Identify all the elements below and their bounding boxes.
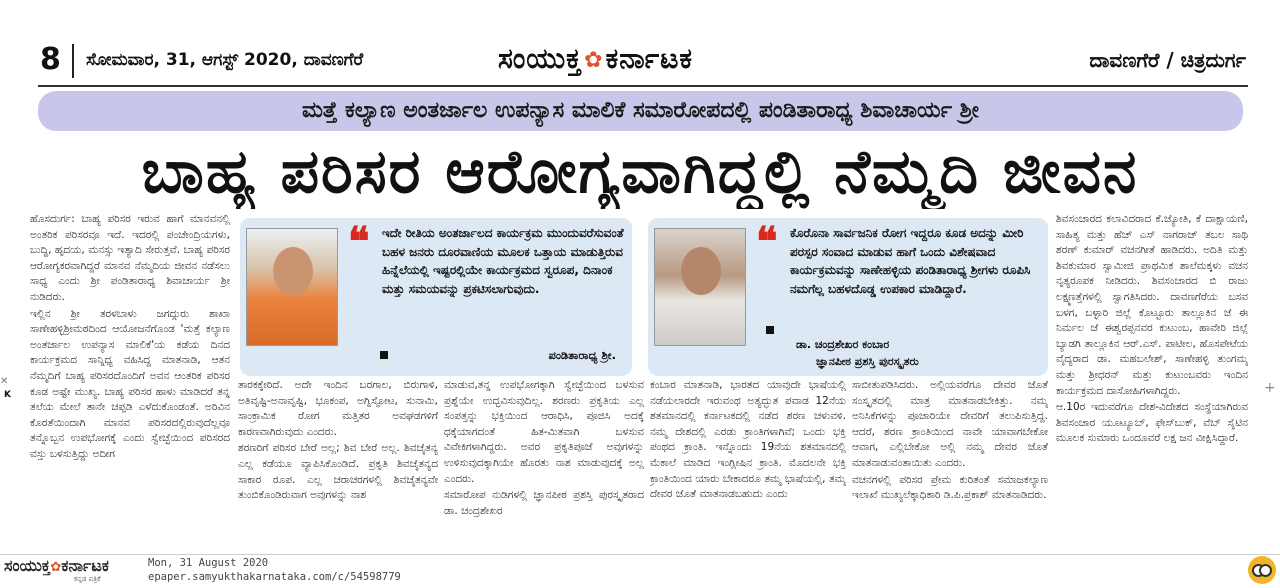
dateline: ಸೋಮವಾರ, 31, ಆಗಸ್ಟ್ 2020, ದಾವಣಗೆರೆ — [86, 50, 364, 70]
logo-text-right: ಕರ್ನಾಟಕ — [605, 42, 694, 75]
portrait-face — [681, 247, 721, 295]
footer-logo[interactable] — [4, 556, 109, 576]
footer-date: Mon, 31 August 2020 — [148, 557, 269, 569]
epaper-link[interactable]: epaper.samyukthakarnataka.com/c/54598779 — [148, 571, 401, 583]
masthead-rule — [38, 85, 1248, 87]
swamiji-photo — [246, 228, 338, 346]
kambar-photo — [654, 228, 746, 346]
quote-signature-role: ಜ್ಞಾನಪೀಠ ಪ್ರಶಸ್ತಿ ಪುರಸ್ಕೃತರು — [816, 355, 919, 368]
paragraph: ಶರಣರಿಗೆ ಪರಿಸರ ಬೇರೆ ಅಲ್ಲ; ಶಿವ ಬೇರೆ ಅಲ್ಲ. ಶಿವಚೈತನ್ಯ ಎಲ್ಲ ಕಡೆಯೂ ವ್ಯಾಪಿಸಿಕೊಂಡಿದೆ. ಪ್ರಕೃತಿ ಶಿವಚೈತನ್ಯದ ಸಾಕಾರ ರೂಪ. ಎಲ್ಲ ಚರಾಚರಗಳಲ್ಲಿ ಶಿವಚೈತನ್ಯವೇ ತುಂಬಿಕೊಂಡಿರುವಾಗ ಅವುಗಳನ್ನು ನಾಶ — [238, 442, 438, 502]
quote-text: ಕೊರೊನಾ ಸಾರ್ವಜನಿಕ ರೋಗ ಇದ್ದರೂ ಕೂಡ ಅದನ್ನು ಮೀರಿ ಪರಸ್ಪರ ಸಂವಾದ ಮಾಡುವ ಹಾಗೆ ಒಂದು ವಿಶೇಷವಾದ ಕಾರ್ಯಕ್ರಮವನ್ನು ಸಾಣೇಹಳ್ಳಿಯ ಪಂಡಿತಾರಾಧ್ಯ ಶ್ರೀಗಳು ರೂಪಿಸಿ ನಮಗೆಲ್ಲ ಬಹಳದೊಡ್ಡ ಉಪಕಾರ ಮಾಡಿದ್ದಾರೆ. — [790, 226, 1031, 296]
article-column-3 — [444, 378, 644, 564]
article-column-1 — [30, 212, 230, 564]
square-bullet-icon — [380, 351, 388, 359]
paragraph: ಆ.10ರ ಇದುವರೆಗೂ ದೇಶ-ವಿದೇಶದ ಸಂಸ್ಥೆಯಾಗಿರುವ ಶಿವಸಂಚಾರ ಯೂಟ್ಯೂಬ್, ಫೇಸ್‌ಬುಕ್, ವೆಬ್ ಸೈಟಿನ ಮೂಲಕ ಸುಮಾರು ಒಂದೂವರೆ ಲಕ್ಷ ಜನ ವೀಕ್ಷಿಸಿದ್ದಾರೆ. — [1056, 401, 1248, 445]
footer-logo-right: ಕರ್ನಾಟಕ — [61, 556, 109, 575]
article-column-6 — [1056, 212, 1248, 564]
paragraph: ಮಾಡುವ,ತನ್ನ ಉಪಭೋಗಕ್ಕಾಗಿ ಸ್ವೇಚ್ಛೆಯಿಂದ ಬಳಸುವ ಪ್ರಶ್ನೆಯೇ ಉದ್ಭವಿಸುವುದಿಲ್ಲ. ಶರಣರು ಪ್ರಕೃತಿಯ ಎಲ್ಲ ಸಂಪತ್ತನ್ನು ಭಕ್ತಿಯಿಂದ ಆರಾಧಿಸಿ, ಪೂಜಿಸಿ ಅದಕ್ಕೆ ಧಕ್ಕೆಯಾಗದಂತೆ ಹಿತ-ಮಿತವಾಗಿ ಬಳಸುವ ವಿವೇಕಿಗಳಾಗಿದ್ದರು. ಅವರ ಪ್ರಕೃತಿಪೂಜೆ ಅವುಗಳನ್ನು ಉಳಿಸುವುದಕ್ಕಾಗಿಯೇ ಹೊರತು ನಾಶ ಮಾಡುವುದಕ್ಕೆ ಅಲ್ಲ ಎಂದರು. — [444, 379, 644, 485]
footer-rule — [0, 554, 1280, 555]
lotus-icon: ✿ — [584, 47, 604, 73]
quote-signature-name: ಡಾ. ಚಂದ್ರಶೇಖರ ಕಂಬಾರ — [796, 338, 890, 351]
paragraph: ಸಾಬೀತುಪಡಿಸಿದರು. ಅಲ್ಲಿಯವರೆಗೂ ದೇವರ ಜೊತೆ ಸಂಸ್ಕೃತದಲ್ಲಿ ಮಾತ್ರ ಮಾತನಾಡಬೇಕಿತ್ತು. ನಮ್ಮ ಅನಿಸಿಕೆಗಳನ್ನು ಪೂಜಾರಿಯೇ ದೇವರಿಗೆ ತಲುಪಿಸುತ್ತಿದ್ದ. ಆದರೆ, ಶರಣ ಕ್ರಾಂತಿಯಿಂದ ನಾವೇ ಯಾವಾಗಬೇಕೋ ಆವಾಗ, ಎಲ್ಲಿಬೇಕೋ ಅಲ್ಲಿ ನಮ್ಮ ದೇವರ ಜೊತೆ ಮಾತನಾಡುವಂತಾಯಿತು ಎಂದರು. — [852, 379, 1048, 469]
quote-mark-icon: ❝ — [756, 218, 778, 265]
quote-text: ಇದೇ ರೀತಿಯ ಅಂತರ್ಜಾಲದ ಕಾರ್ಯಕ್ರಮ ಮುಂದುವರೆಸುವಂತೆ ಬಹಳ ಜನರು ದೂರವಾಣಿಯ ಮೂಲಕ ಒತ್ತಾಯ ಮಾಡುತ್ತಿರುವ ಹಿನ್ನೆಲೆಯಲ್ಲಿ ಇಷ್ಟರಲ್ಲಿಯೇ ಕಾರ್ಯಕ್ರಮದ ಸ್ವರೂಪ, ದಿನಾಂಕ ಮತ್ತು ಸಮಯವನ್ನು ಪ್ರಕಟಿಸಲಾಗುವುದು. — [382, 226, 624, 296]
paragraph: ಶಿವಸಂಚಾರದ ಕಲಾವಿದರಾದ ಕೆ.ಜ್ಯೋತಿ, ಕೆ ದಾಕ್ಷಾಯಣಿ, ಸಾಹಿತ್ಯ ಮತ್ತು ಹೆಚ್ ಎಸ್ ನಾಗರಾಜ್ ತಬಲ ಸಾಥಿ ಶರಣ್ ಕುಮಾರ್ ವಚನಗೀತೆ ಹಾಡಿದರು. ಅದಿತಿ ಮತ್ತು ಶಿವಕುಮಾರ ಸ್ವಾಮೀಜಿ ಪ್ರಾಥಮಿಕ ಶಾಲೆಮಕ್ಕಳು ವಚನ ನೃತ್ಯರೂಪಕ ನೀಡಿದರು. ಶಿವಸಂಚಾರದ ಬಿ ರಾಜು ಲಕ್ಷ್ಮಣತ್ತೆಗಳಲ್ಲಿ ಸ್ವಾಗತಿಸಿದರು. ದಾವಣಗೆರೆಯ ಬಸವ ಬಳಗ, ಬಳ್ಳಾರಿ ಜಿಲ್ಲೆ ಕೊಟ್ಟೂರು ತಾಲ್ಲೂಕಿನ ಜೆ ಈ ನಿರ್ಮಲ ಜೆ ಈಶ್ವರಪ್ಪನವರ ಕುಟುಂಬ, ಹಾವೇರಿ ಜಿಲ್ಲೆ ಬ್ಯಾಡಗಿ ತಾಲ್ಲೂಕಿನ ಆರ್.ಎಸ್. ಪಾಟೀಲ, ಹೊಸಪೇಟೆಯ ವೈದ್ಯರಾದ ಡಾ. ಮಹಬಲೇಶ್, ಸಾಣೇಹಳ್ಳಿ ತುಂಗಮ್ಮ ಮತ್ತು ಶ್ರೀಧರನ್ ಮತ್ತು ಕುಟುಂಬವರು ಇಂದಿನ ಕಾರ್ಯಕ್ರಮದ ದಾಸೋಹಿಗಳಾಗಿದ್ದರು. — [1056, 213, 1248, 397]
quote-box-2 — [648, 218, 1048, 376]
masthead — [0, 38, 1280, 84]
footer-logo-left: ಸಂಯುಕ್ತ — [4, 556, 51, 575]
paragraph: ತಾರಕಕ್ಕೇರಿದೆ. ಅದೇ ಇಂದಿನ ಬರಗಾಲ, ಬಿರುಗಾಳಿ, ಅತಿವೃಷ್ಟಿ-ಅನಾವೃಷ್ಟಿ, ಭೂಕಂಪ, ಅಗ್ನಿಸ್ಫೋಟ, ಸುನಾಮಿ, ಸಾಂಕ್ರಾಮಿಕ ರೋಗ ಮತ್ತಿತರ ಅವಘಡಗಳಿಗೆ ಕಾರಣವಾಗಿರುವುದು ಎಂದರು. — [238, 379, 438, 438]
quote-signature-name: ಪಂಡಿತಾರಾಧ್ಯ ಶ್ರೀ. — [548, 348, 616, 362]
masthead-divider — [72, 44, 74, 78]
quote-box-1 — [240, 218, 632, 376]
article-column-4 — [650, 378, 846, 564]
margin-mark: K — [4, 390, 11, 400]
article-column-5 — [852, 378, 1048, 564]
paragraph: ಸಮಾರೋಪ ನುಡಿಗಳಲ್ಲಿ ಜ್ಞಾನಪೀಠ ಪ್ರಶಸ್ತಿ ಪುರಸ್ಕೃತರಾದ ಡಾ. ಚಂದ್ರಶೇಖರ — [444, 489, 644, 517]
portrait-face — [273, 247, 313, 295]
lotus-icon: ✿ — [50, 560, 62, 575]
article-column-2 — [238, 378, 438, 564]
paragraph: ಹೊಸದುರ್ಗ: ಬಾಹ್ಯ ಪರಿಸರ ಇರುವ ಹಾಗೆ ಮಾನವನಲ್ಲಿ ಅಂತರಿಕ ಪರಿಸರವೂ ಇದೆ. ಇದರಲ್ಲಿ ಪಂಚೇಂದ್ರಿಯಗಳು, ಬುದ್ಧಿ, ಹೃದಯ, ಮನಸ್ಸು ಇತ್ಯಾದಿ ಸೇರುತ್ತವೆ. ಬಾಹ್ಯ ಪರಿಸರ ಆರೋಗ್ಯಕರವಾಗಿದ್ದರೆ ಮಾನವ ನೆಮ್ಮದಿಯ ಜೀವನ ನಡೆಸಲು ಸಾಧ್ಯ ಎಂದು ಶ್ರೀ ಪಂಡಿತಾರಾಧ್ಯ ಶಿವಾಚಾರ್ಯ ಶ್ರೀ ನುಡಿದರು. — [30, 213, 230, 303]
headline: ಬಾಹ್ಯ ಪರಿಸರ ಆರೋಗ್ಯವಾಗಿದ್ದಲ್ಲಿ ನೆಮ್ಮದಿ ಜೀವನ — [141, 137, 1139, 207]
logo-text-left: ಸಂಯುಕ್ತ — [498, 42, 583, 75]
owl-icon[interactable] — [1248, 556, 1276, 584]
edition-label: ದಾವಣಗೆರೆ / ಚಿತ್ರದುರ್ಗ — [1089, 48, 1246, 72]
registration-plus-icon: + — [1264, 380, 1276, 396]
square-bullet-icon — [766, 326, 774, 334]
newspaper-logo — [498, 42, 693, 76]
quote-mark-icon: ❝ — [348, 218, 370, 265]
paragraph: ಕಂಬಾರ ಮಾತನಾಡಿ, ಭಾರತದ ಯಾವುದೇ ಭಾಷೆಯಲ್ಲಿ ನಡೆಯಲಾರದೇ ಇರುವಂಥ ಅತ್ಯದ್ಭುತ ಪವಾಡ 12ನೆಯ ಶತಮಾನದಲ್ಲಿ ಕರ್ನಾಟಕದಲ್ಲಿ ನಡೆದ ಶರಣ ಚಳುವಳಿ. ನಮ್ಮ ದೇಶದಲ್ಲಿ ಎರಡು ಕ್ರಾಂತಿಗಳಾಗಿವೆ; ಒಂದು ಭಕ್ತಿ ಪಂಥದ ಕ್ರಾಂತಿ. ಇನ್ನೊಂದು 19ನೆಯ ಶತಮಾನದಲ್ಲಿ ಮೆಕಾಲೆ ಮಾಡಿದ ಇಂಗ್ಲೀಷಿನ ಕ್ರಾಂತಿ. ಮೊದಲನೇ ಭಕ್ತಿ ಕ್ರಾಂತಿಯಿಂದ ಯಾರು ಬೇಕಾದರೂ ತಮ್ಮ ಭಾಷೆಯಲ್ಲಿ, ತಮ್ಮ ದೇವರ ಜೊತೆ ಮಾತನಾಡಬಹುದು ಎಂದು — [650, 379, 846, 501]
footer-tagline: ಕನ್ನಡ ಪತ್ರಿಕೆ — [74, 575, 101, 583]
kicker-band: ಮತ್ತೆ ಕಲ್ಯಾಣ ಅಂತರ್ಜಾಲ ಉಪನ್ಯಾಸ ಮಾಲಿಕೆ ಸಮಾರೋಪದಲ್ಲಿ ಪಂಡಿತಾರಾಧ್ಯ ಶಿವಾಚಾರ್ಯ ಶ್ರೀ — [38, 91, 1243, 131]
paragraph: ವಚನಗಳಲ್ಲಿ ಪರಿಸರ ಪ್ರೇಮ ಕುರಿತಂತೆ ಸಮಾಜಕಲ್ಯಾಣ ಇಲಾಖೆ ಮುಖ್ಯಲೆಕ್ಕಾಧಿಕಾರಿ ಡಿ.ಪಿ.ಪ್ರಕಾಶ್ ಮಾತನಾಡಿದರು. — [852, 473, 1048, 502]
registration-cross-icon: ✕ — [0, 376, 9, 387]
page-number: 8 — [40, 42, 61, 77]
paragraph: ಇಲ್ಲಿನ ಶ್ರೀ ತರಳಬಾಳು ಜಗದ್ಗುರು ಶಾಖಾ ಸಾಣೇಹಳ್ಳಿಶ್ರೀಮಠದಿಂದ ಆಯೋಜನೆಗೊಂಡ 'ಮತ್ತೆ ಕಲ್ಯಾಣ ಅಂತರ್ಜಾಲ ಉಪನ್ಯಾಸ ಮಾಲಿಕೆ'ಯ ಕಡೆಯ ದಿನದ ಕಾರ್ಯಕ್ರಮದ ಸಾನ್ನಿಧ್ಯ ವಹಿಸಿದ್ದ ಮಾತನಾಡಿ, ಆತನ ನೆಮ್ಮದಿಗೆ ಬಾಹ್ಯ ಪರಿಸರದೊಂದಿಗೆ ಅವನ ಆಂತರಿಕ ಪರಿಸರ ಕೂಡ ಅಷ್ಟೇ ಮುಖ್ಯ. ಬಾಹ್ಯ ಪರಿಸರ ಹಾಳು ಮಾಡಿದರೆ ತನ್ನ ತಲೆಯ ಮೇಲೆ ತಾನೇ ಚಪ್ಪಡಿ ಎಳೆದುಕೊಂಡಂತೆ. ಅರಿವಿನ ಕೊರತೆಯಿಂದಾಗಿ ಮಾನವ ಪರಿಸರದಲ್ಲಿರುವುದೆಲ್ಲವೂ ತನ್ನೊಬ್ಬನ ಉಪಭೋಗಕ್ಕೆ ಎಂದು ಸ್ವೇಚ್ಛೆಯಿಂದ ಪರಿಸರದ ವಸ್ತು ಬಳಸುತ್ತಿದ್ದು ಅದೀಗ — [30, 307, 230, 460]
